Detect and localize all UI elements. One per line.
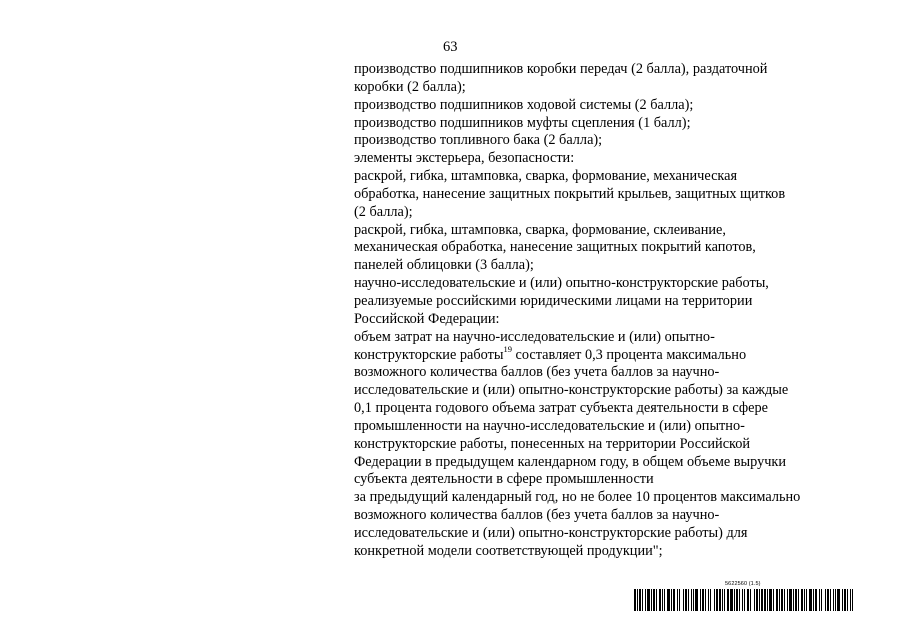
- text-line: конструкторские работы, понесенных на территории Российской: [354, 435, 751, 452]
- text-line: механическая обработка, нанесение защитных покрытий капотов,: [354, 239, 756, 256]
- footnote-mark: 19: [503, 343, 512, 354]
- text-line: элементы экстерьера, безопасности:: [354, 150, 575, 167]
- document-code: 5622560 (1.5): [725, 581, 761, 587]
- text-fragment: составляет 0,3 процента максимально: [511, 346, 747, 363]
- page-number: 63: [443, 39, 458, 55]
- text-line: исследовательские и (или) опытно-конструкторские работы) для: [354, 524, 748, 541]
- text-line: панелей облицовки (3 балла);: [354, 257, 534, 274]
- text-line: 0,1 процента годового объема затрат субъекта деятельности в сфере: [354, 400, 768, 417]
- text-line: Федерации в предыдущем календарном году, в общем объеме выручки: [354, 453, 787, 470]
- text-line: раскрой, гибка, штамповка, сварка, формование, склеивание,: [354, 221, 726, 238]
- text-line: возможного количества баллов (без учета баллов за научно-: [354, 364, 720, 381]
- text-line: обработка, нанесение защитных покрытий крыльев, защитных щитков: [354, 185, 786, 202]
- document-text: [354, 61, 844, 561]
- text-line: объем затрат на научно-исследовательские и (или) опытно-: [354, 328, 715, 345]
- text-line: за предыдущий календарный год, но не более 10 процентов максимально: [354, 489, 801, 506]
- text-line: раскрой, гибка, штамповка, сварка, формование, механическая: [354, 168, 738, 185]
- text-line: производство подшипников муфты сцепления (1 балл);: [354, 114, 691, 131]
- text-line: исследовательские и (или) опытно-конструкторские работы) за каждые: [354, 382, 789, 399]
- text-line: коробки (2 балла);: [354, 78, 466, 95]
- text-line: конкретной модели соответствующей продукции";: [354, 542, 663, 559]
- text-line: Российской Федерации:: [354, 310, 500, 327]
- text-line: производство топливного бака (2 балла);: [354, 132, 603, 149]
- barcode-icon: [634, 589, 855, 611]
- text-line: возможного количества баллов (без учета баллов за научно-: [354, 507, 720, 524]
- text-line-with-footnote: [354, 343, 844, 365]
- text-line: реализуемые российскими юридическими лицами на территории: [354, 292, 753, 309]
- text-line: субъекта деятельности в сфере промышленности: [354, 471, 654, 488]
- text-line: промышленности на научно-исследовательские и (или) опытно-: [354, 417, 745, 434]
- text-fragment: конструкторские работы: [354, 346, 504, 363]
- text-line: научно-исследовательские и (или) опытно-конструкторские работы,: [354, 275, 769, 292]
- text-line: (2 балла);: [354, 203, 413, 220]
- text-line: производство подшипников коробки передач (2 балла), раздаточной: [354, 61, 768, 77]
- text-line: производство подшипников ходовой системы (2 балла);: [354, 96, 694, 113]
